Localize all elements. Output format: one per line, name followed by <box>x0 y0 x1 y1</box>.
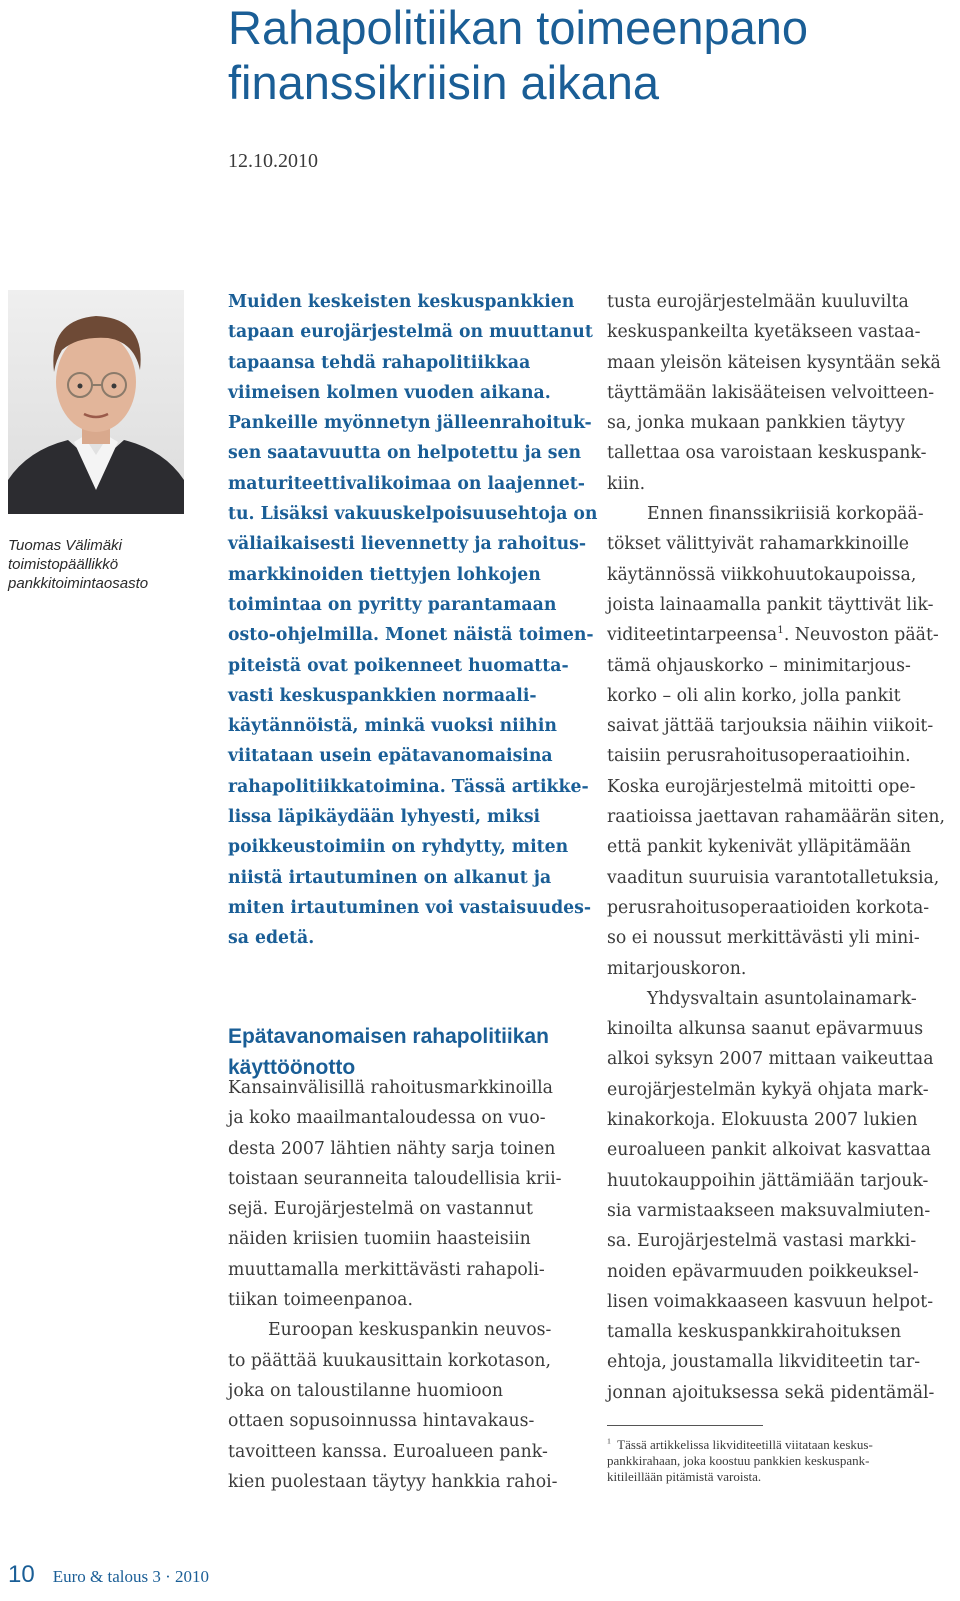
body-line: tusta eurojärjestelmään kuuluvilta <box>607 292 909 312</box>
body-line: joka on taloustilanne huomioon <box>228 1380 504 1401</box>
lead-paragraph <box>228 287 598 954</box>
body-column-3 <box>607 287 952 1408</box>
body-line: alkoi syksyn 2007 mittaan vaikeuttaa <box>607 1049 934 1070</box>
lead-line: tapaansa tehdä rahapolitiikkaa <box>228 352 531 373</box>
footnote-line <box>607 1437 952 1453</box>
body-text: viditeetintarpeensa <box>607 625 778 646</box>
body-line: perusrahoitusoperaatioiden korkota- <box>607 897 930 918</box>
lead-line: sen saatavuutta on helpotettu ja sen <box>228 443 582 464</box>
body-line: lisen voimakkaaseen kasvuun helpot- <box>607 1291 934 1312</box>
lead-line: viimeisen kolmen vuoden aikana. <box>228 382 551 403</box>
body-line: eurojärjestelmän kykyä ohjata mark- <box>607 1079 929 1100</box>
body-line: huutokauppoihin jättämiään tarjouk- <box>607 1170 929 1191</box>
lead-line: väliaikaisesti lievennetty ja rahoitus- <box>228 534 587 555</box>
body-line: saivat jättää tarjouksia näihin viikoit- <box>607 716 934 737</box>
body-line: tavoitteen kanssa. Euroalueen pank- <box>228 1441 548 1462</box>
body-line: vaaditun suuruisia varantotalletuksia, <box>607 867 940 888</box>
body-line: korko – oli alin korko, jolla pankit <box>607 685 901 706</box>
footnote-divider <box>607 1425 763 1426</box>
lead-line: käytännöistä, minkä vuoksi niihin <box>228 716 557 737</box>
footnote-line: kitileillään pitämistä varoista. <box>607 1469 762 1484</box>
lead-line: sa edetä. <box>228 928 315 949</box>
author-portrait-image <box>8 290 184 514</box>
body-line: raatioissa jaettavan rahamäärän siten, <box>607 807 945 828</box>
title-line-1: Rahapolitiikan toimeenpano <box>228 1 809 54</box>
body-line: jonnan ajoituksessa sekä pidentämäl- <box>607 1382 935 1403</box>
body-line: euroalueen pankit alkoivat kasvattaa <box>607 1140 931 1161</box>
body-line: mitarjouskoron. <box>607 958 747 979</box>
body-line-with-footnote <box>607 620 952 650</box>
author-name: Tuomas Välimäki <box>8 537 122 554</box>
lead-line: markkinoiden tiettyjen lohkojen <box>228 564 541 585</box>
body-line: kinakorkoja. Elokuusta 2007 lukien <box>607 1110 918 1131</box>
article-date: 12.10.2010 <box>228 150 318 172</box>
body-line: sia varmistaakseen maksuvalmiuten- <box>607 1200 931 1221</box>
footnote <box>607 1437 952 1485</box>
lead-line: tapaan eurojärjestelmä on muuttanut <box>228 322 593 343</box>
body-line: kiin. <box>607 473 646 494</box>
lead-line: vasti keskuspankkien normaali- <box>228 685 537 706</box>
lead-line: poikkeustoimiin on ryhdytty, miten <box>228 837 569 858</box>
body-line: Euroopan keskuspankin neuvos- <box>268 1320 552 1341</box>
body-line: keskuspankeilta kyetäkseen vastaa- <box>607 322 921 343</box>
body-line: kinoilta alkunsa saanut epävarmuus <box>607 1019 924 1040</box>
body-line: ja koko maailmantaloudessa on vuo- <box>228 1108 546 1129</box>
lead-line: Pankeille myönnetyn jälleenrahoituk- <box>228 413 592 434</box>
body-line: Kansainvälisillä rahoitusmarkkinoilla <box>228 1078 553 1098</box>
article-title <box>228 0 948 110</box>
page-footer <box>8 1561 209 1589</box>
body-line: Ennen finanssikriisiä korkopää- <box>647 504 924 525</box>
body-line: Yhdysvaltain asuntolainamark- <box>647 988 917 1009</box>
lead-line: Muiden keskeisten keskuspankkien <box>228 292 575 312</box>
lead-line: tu. Lisäksi vakuuskelpoisuusehtoja on <box>228 504 598 525</box>
body-line: käytännössä viikkohuutokaupoissa, <box>607 564 917 585</box>
body-line: näiden kriisien tuomiin haasteisiin <box>228 1229 531 1250</box>
journal-name: Euro & talous 3 · 2010 <box>52 1567 209 1586</box>
body-line: kien puolestaan täytyy hankkia rahoi- <box>228 1471 558 1492</box>
author-photo <box>8 290 184 514</box>
footnote-mark: 1 <box>607 1436 611 1446</box>
lead-line: toimintaa on pyritty parantamaan <box>228 594 557 615</box>
body-line: tökset välittyivät rahamarkkinoille <box>607 534 909 555</box>
section-heading-line-1: Epätavanomaisen rahapolitiikan <box>228 1025 549 1049</box>
body-line: tämä ohjauskorko – minimitarjous- <box>607 655 911 676</box>
footnote-line: pankkirahaan, joka koostuu pankkien keskuspank- <box>607 1453 870 1468</box>
body-line: sejä. Eurojärjestelmä on vastannut <box>228 1199 533 1220</box>
lead-line: miten irtautuminen voi vastaisuudes- <box>228 897 592 918</box>
body-line: noiden epävarmuuden poikkeuksel- <box>607 1261 919 1282</box>
body-line: että pankit kykenivät ylläpitämään <box>607 837 912 858</box>
body-line: to päättää kuukausittain korkotason, <box>228 1350 552 1371</box>
lead-line: maturiteettivalikoimaa on laajennet- <box>228 473 585 494</box>
lead-line: viitataan usein epätavanomaisina <box>228 746 553 767</box>
lead-line: niistä irtautuminen on alkanut ja <box>228 867 552 888</box>
body-line: sa. Eurojärjestelmä vastasi markki- <box>607 1231 917 1252</box>
footnote-reference[interactable]: 1 <box>777 624 784 637</box>
body-line: taisiin perusrahoitusoperaatioihin. <box>607 746 911 767</box>
title-line-2: finanssikriisin aikana <box>228 56 660 109</box>
author-role: toimistopäällikkö <box>8 556 119 573</box>
lead-line: osto-ohjelmilla. Monet näistä toimen- <box>228 625 594 646</box>
lead-line: piteistä ovat poikenneet huomatta- <box>228 655 569 676</box>
author-department: pankkitoimintaosasto <box>8 575 149 592</box>
lead-line: rahapolitiikkatoimina. Tässä artikke- <box>228 776 589 797</box>
body-line: tiikan toimeenpanoa. <box>228 1290 413 1311</box>
body-line: maan yleisön käteisen kysyntään sekä <box>607 352 941 373</box>
page-number: 10 <box>8 1561 35 1588</box>
body-text: . Neuvoston päät- <box>783 625 939 646</box>
body-line: joista lainaamalla pankit täyttivät lik- <box>607 594 934 615</box>
body-line: muuttamalla merkittävästi rahapoli- <box>228 1259 545 1280</box>
body-line: tallettaa osa varoistaan keskuspank- <box>607 443 927 464</box>
body-line: ottaen sopusoinnussa hintavakaus- <box>228 1411 535 1432</box>
body-line: tamalla keskuspankkirahoituksen <box>607 1322 902 1343</box>
lead-line: lissa läpikäydään lyhyesti, miksi <box>228 807 541 828</box>
footnote-text: Tässä artikkelissa likviditeetillä viitataan keskus- <box>617 1437 873 1452</box>
body-line: toistaan seuranneita taloudellisia krii- <box>228 1168 562 1189</box>
author-caption <box>8 536 198 593</box>
body-line: ehtoja, joustamalla likviditeetin tar- <box>607 1352 921 1373</box>
body-line: desta 2007 lähtien nähty sarja toinen <box>228 1138 556 1159</box>
body-line: Koska eurojärjestelmä mitoitti ope- <box>607 776 916 797</box>
body-line: sa, jonka mukaan pankkien täytyy <box>607 413 905 434</box>
body-line: so ei noussut merkittävästi yli mini- <box>607 928 920 949</box>
body-column-2 <box>228 1073 578 1497</box>
body-line: täyttämään lakisääteisen velvoitteen- <box>607 382 935 403</box>
section-heading-line-2: käyttöönotto <box>228 1056 356 1080</box>
